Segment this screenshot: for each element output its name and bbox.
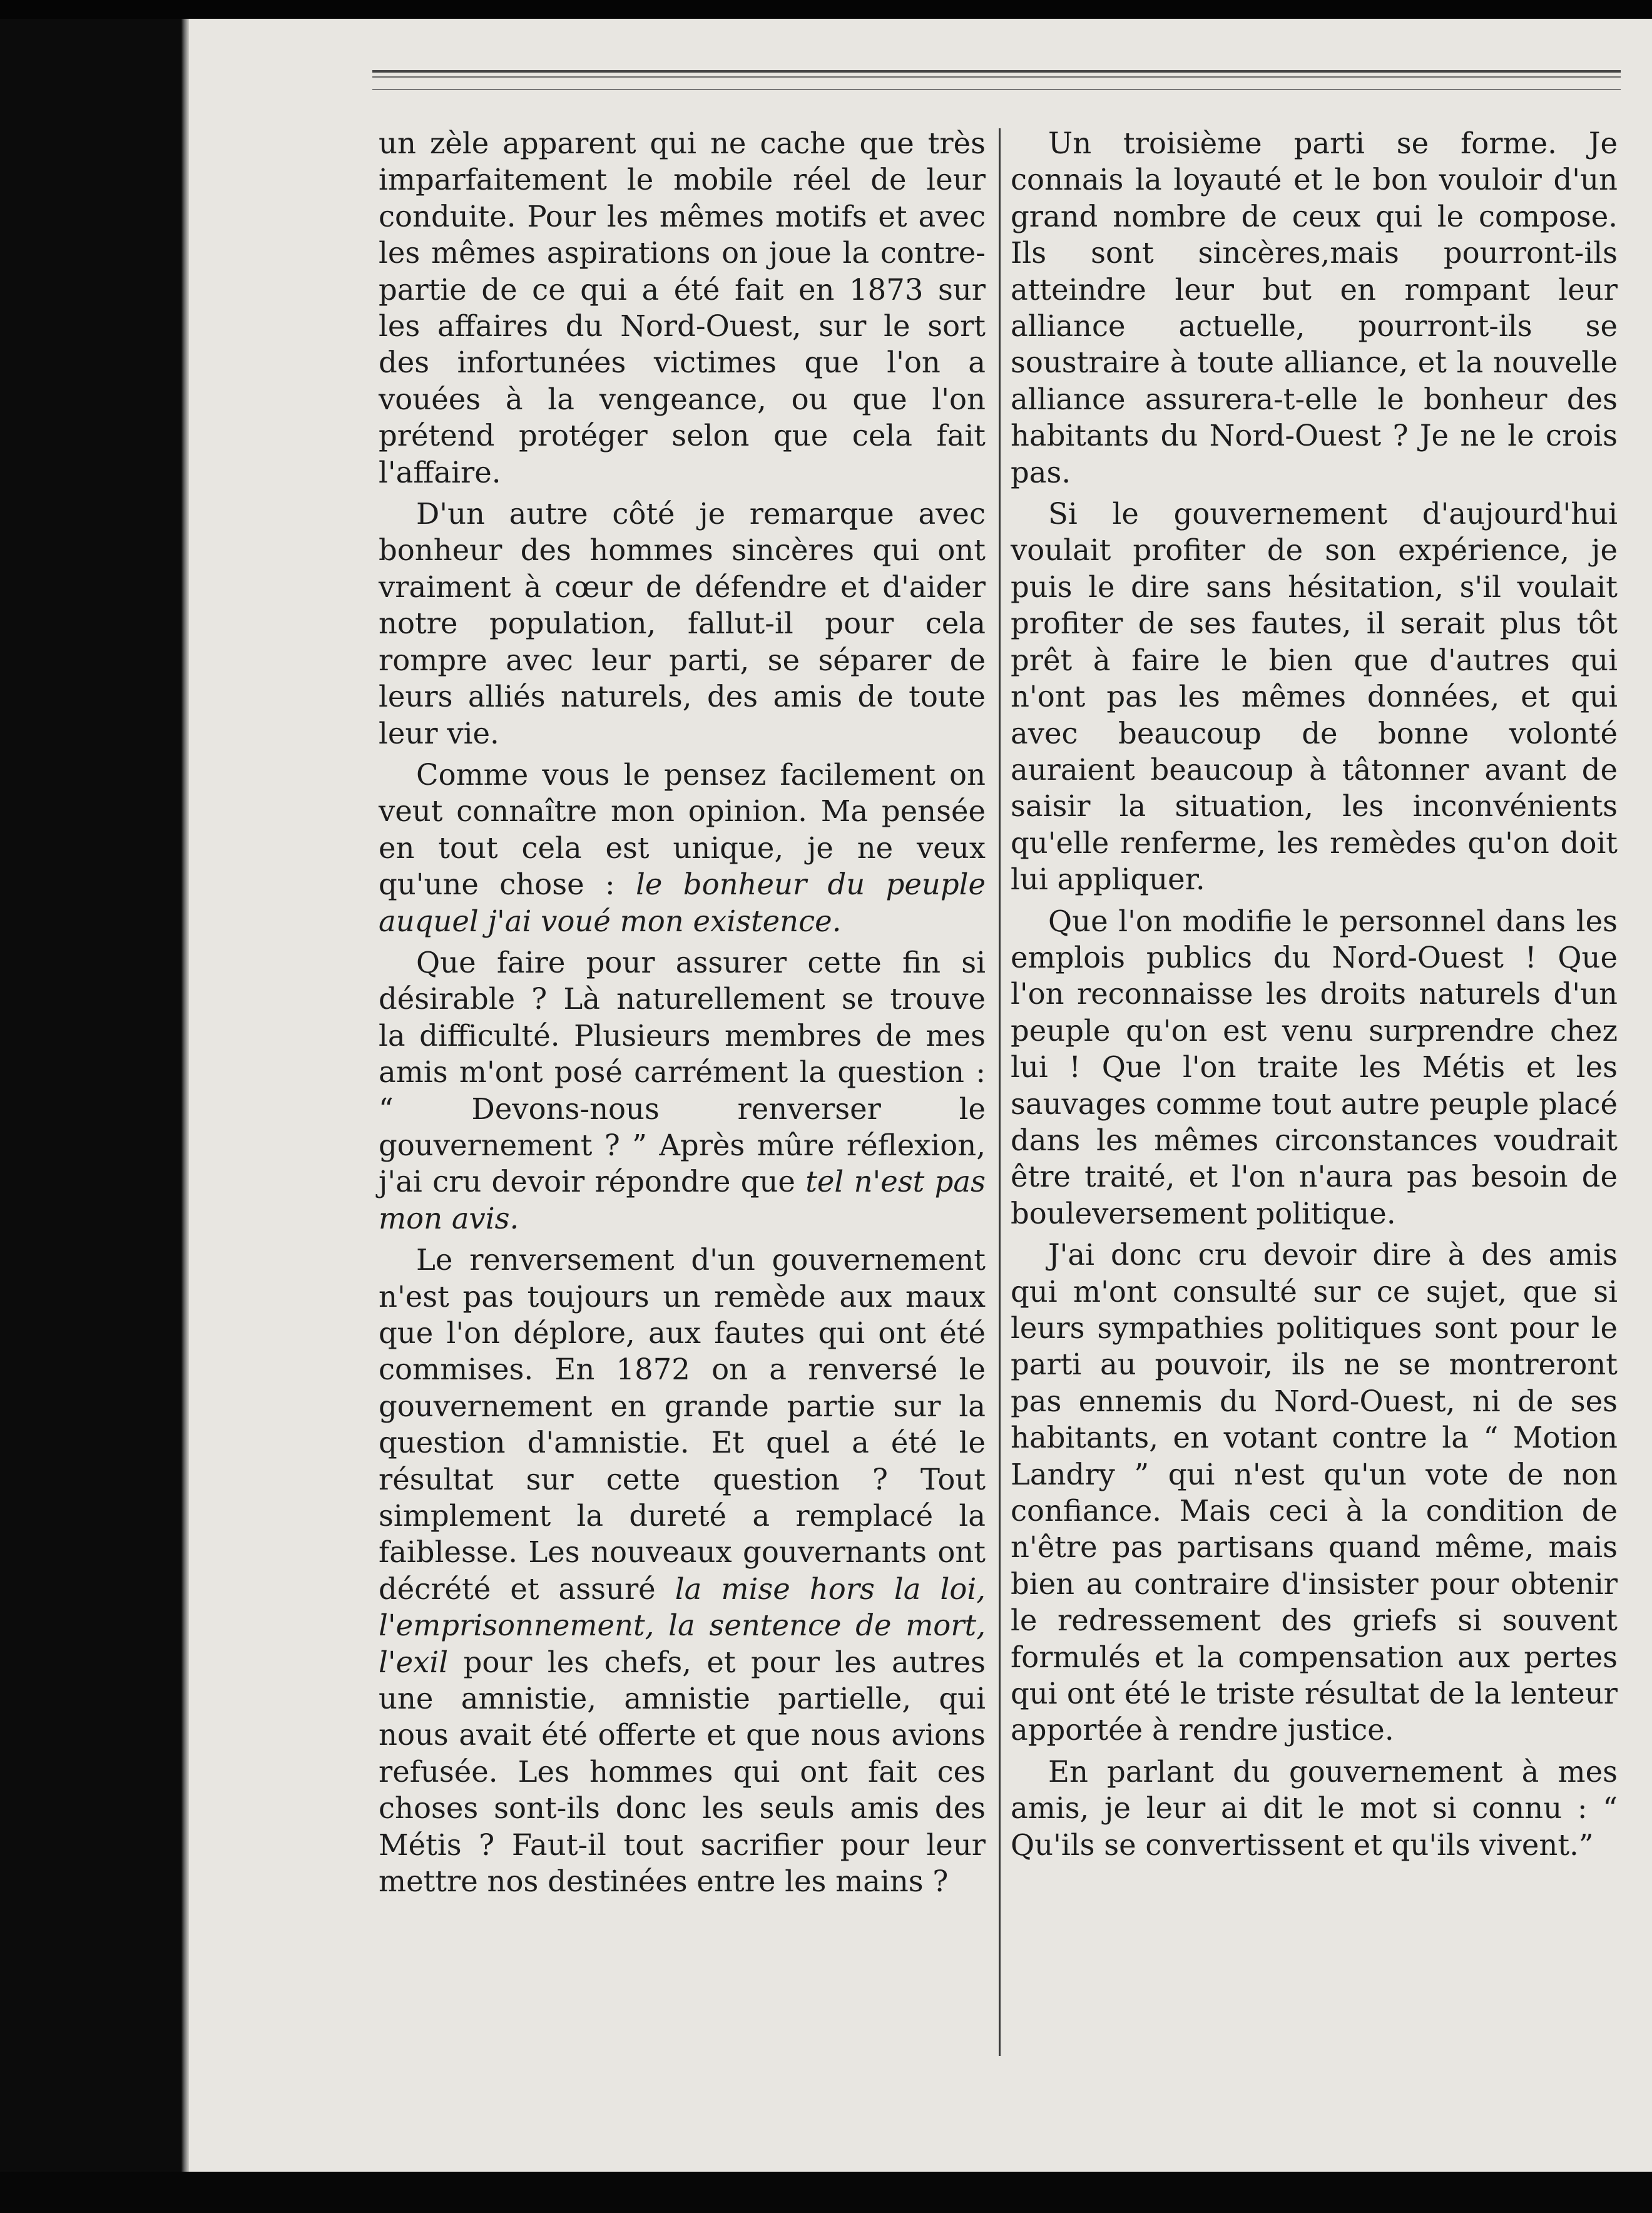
right-paragraph-1: Un troisième parti se forme. Je connais la loyauté et le bon vouloir d'un grand nombre de ceux qui le compose. Ils sont sincères,mais pourront-ils atteindre leur but en rompant leur alliance actuelle, pourront-ils se soustraire à toute alliance, et la nouvelle alliance assurera-t-elle le bonheur des habitants du Nord-Ouest ? Je ne le crois pas. xyxy=(1011,126,1618,489)
header-rule xyxy=(372,70,1621,78)
header-rule-thin xyxy=(372,89,1621,90)
scan-bottom-edge xyxy=(0,2172,1652,2213)
scan-top-edge xyxy=(0,0,1652,19)
left-paragraph-4 xyxy=(379,944,986,1237)
left-paragraph-3 xyxy=(379,757,986,939)
left-paragraph-5-text-b: pour les chefs, et pour les autres une amnistie, amnistie partielle, qui nous avait été offerte et que nous avions refusée. Les hommes qui ont fait ces choses sont-ils donc les seuls amis des Métis ? Faut-il tout sacrifier pour leur mettre nos destinées entre les mains ? xyxy=(379,1645,986,1899)
column-divider xyxy=(999,128,1001,2056)
left-paragraph-3-text: Comme vous le pensez facilement on veut connaître mon opinion. Ma pensée en tout cela est unique, je ne veux qu'une chose : xyxy=(379,757,986,902)
right-paragraph-5: En parlant du gouvernement à mes amis, je leur ai dit le mot si connu : “ Qu'ils se convertissent et qu'ils vivent.” xyxy=(1011,1754,1618,1862)
left-paragraph-5 xyxy=(379,1242,986,1899)
right-paragraph-4: J'ai donc cru devoir dire à des amis qui m'ont consulté sur ce sujet, que si leurs sympathies politiques sont pour le parti au pouvoir, ils ne se montreront pas ennemis du Nord-Ouest, ni de ses habitants, en votant contre la “ Motion Landry ” qui n'est qu'un vote de non confiance. Mais ceci à la condition de n'être pas partisans quand même, mais bien au contraire d'insister pour obtenir le redressement des griefs si souvent formulés et la compensation aux pertes qui ont été le triste résultat de la lenteur apportée à rendre justice. xyxy=(1011,1238,1618,1747)
page-left-edge xyxy=(181,19,189,2172)
left-column xyxy=(379,125,986,1900)
right-column xyxy=(1011,125,1618,1863)
right-paragraph-3: Que l'on modifie le personnel dans les emplois publics du Nord-Ouest ! Que l'on reconnaisse les droits naturels d'un peuple qu'on est venu surprendre chez lui ! Que l'on traite les Métis et les sauvages comme tout autre peuple placé dans les mêmes circonstances voudrait être traité, et l'on n'aura pas besoin de bouleversement politique. xyxy=(1011,904,1618,1230)
left-paragraph-2: D'un autre côté je remarque avec bonheur des hommes sincères qui ont vraiment à cœur de défendre et d'aider notre population, fallut-il pour cela rompre avec leur parti, se séparer de leurs alliés naturels, des amis de toute leur vie. xyxy=(379,497,986,750)
left-paragraph-4-text: Que faire pour assurer cette fin si désirable ? Là naturellement se trouve la difficulté. Plusieurs membres de mes amis m'ont posé carrément la question : “ Devons-nous renverser le gouvernement ? ” Après mûre réflexion, j'ai cru devoir répondre que xyxy=(379,945,986,1199)
left-paragraph-5-italic: la mise hors la loi, l'emprisonnement, la sentence de mort, l'exil xyxy=(379,1572,986,1679)
left-paragraph-3-italic: le bonheur du peuple auquel j'ai voué mon existence. xyxy=(379,867,986,938)
left-paragraph-1: un zèle apparent qui ne cache que très imparfaitement le mobile réel de leur conduite. Pour les mêmes motifs et avec les mêmes aspirations on joue la contre-partie de ce qui a été fait en 1873 sur les affaires du Nord-Ouest, sur le sort des infortunées victimes que l'on a vouées à la vengeance, ou que l'on prétend protéger selon que cela fait l'affaire. xyxy=(379,126,986,489)
left-paragraph-5-text-a: Le renversement d'un gouvernement n'est pas toujours un remède aux maux que l'on déplore, aux fautes qui ont été commises. En 1872 on a renversé le gouvernement en grande partie sur la question d'amnistie. Et quel a été le résultat sur cette question ? Tout simplement la dureté a remplacé la faiblesse. Les nouveaux gouvernants ont décrété et assuré xyxy=(379,1243,986,1606)
left-paragraph-4-italic: tel n'est pas mon avis. xyxy=(379,1165,986,1235)
right-paragraph-2: Si le gouvernement d'aujourd'hui voulait profiter de son expérience, je puis le dire sans hésitation, s'il voulait profiter de ses fautes, il serait plus tôt prêt à faire le bien que d'autres qui n'ont pas les mêmes données, et qui avec beaucoup de bonne volonté auraient beaucoup à tâtonner avant de saisir la situation, les inconvénients qu'elle renferme, les remèdes qu'on doit lui appliquer. xyxy=(1011,497,1618,897)
